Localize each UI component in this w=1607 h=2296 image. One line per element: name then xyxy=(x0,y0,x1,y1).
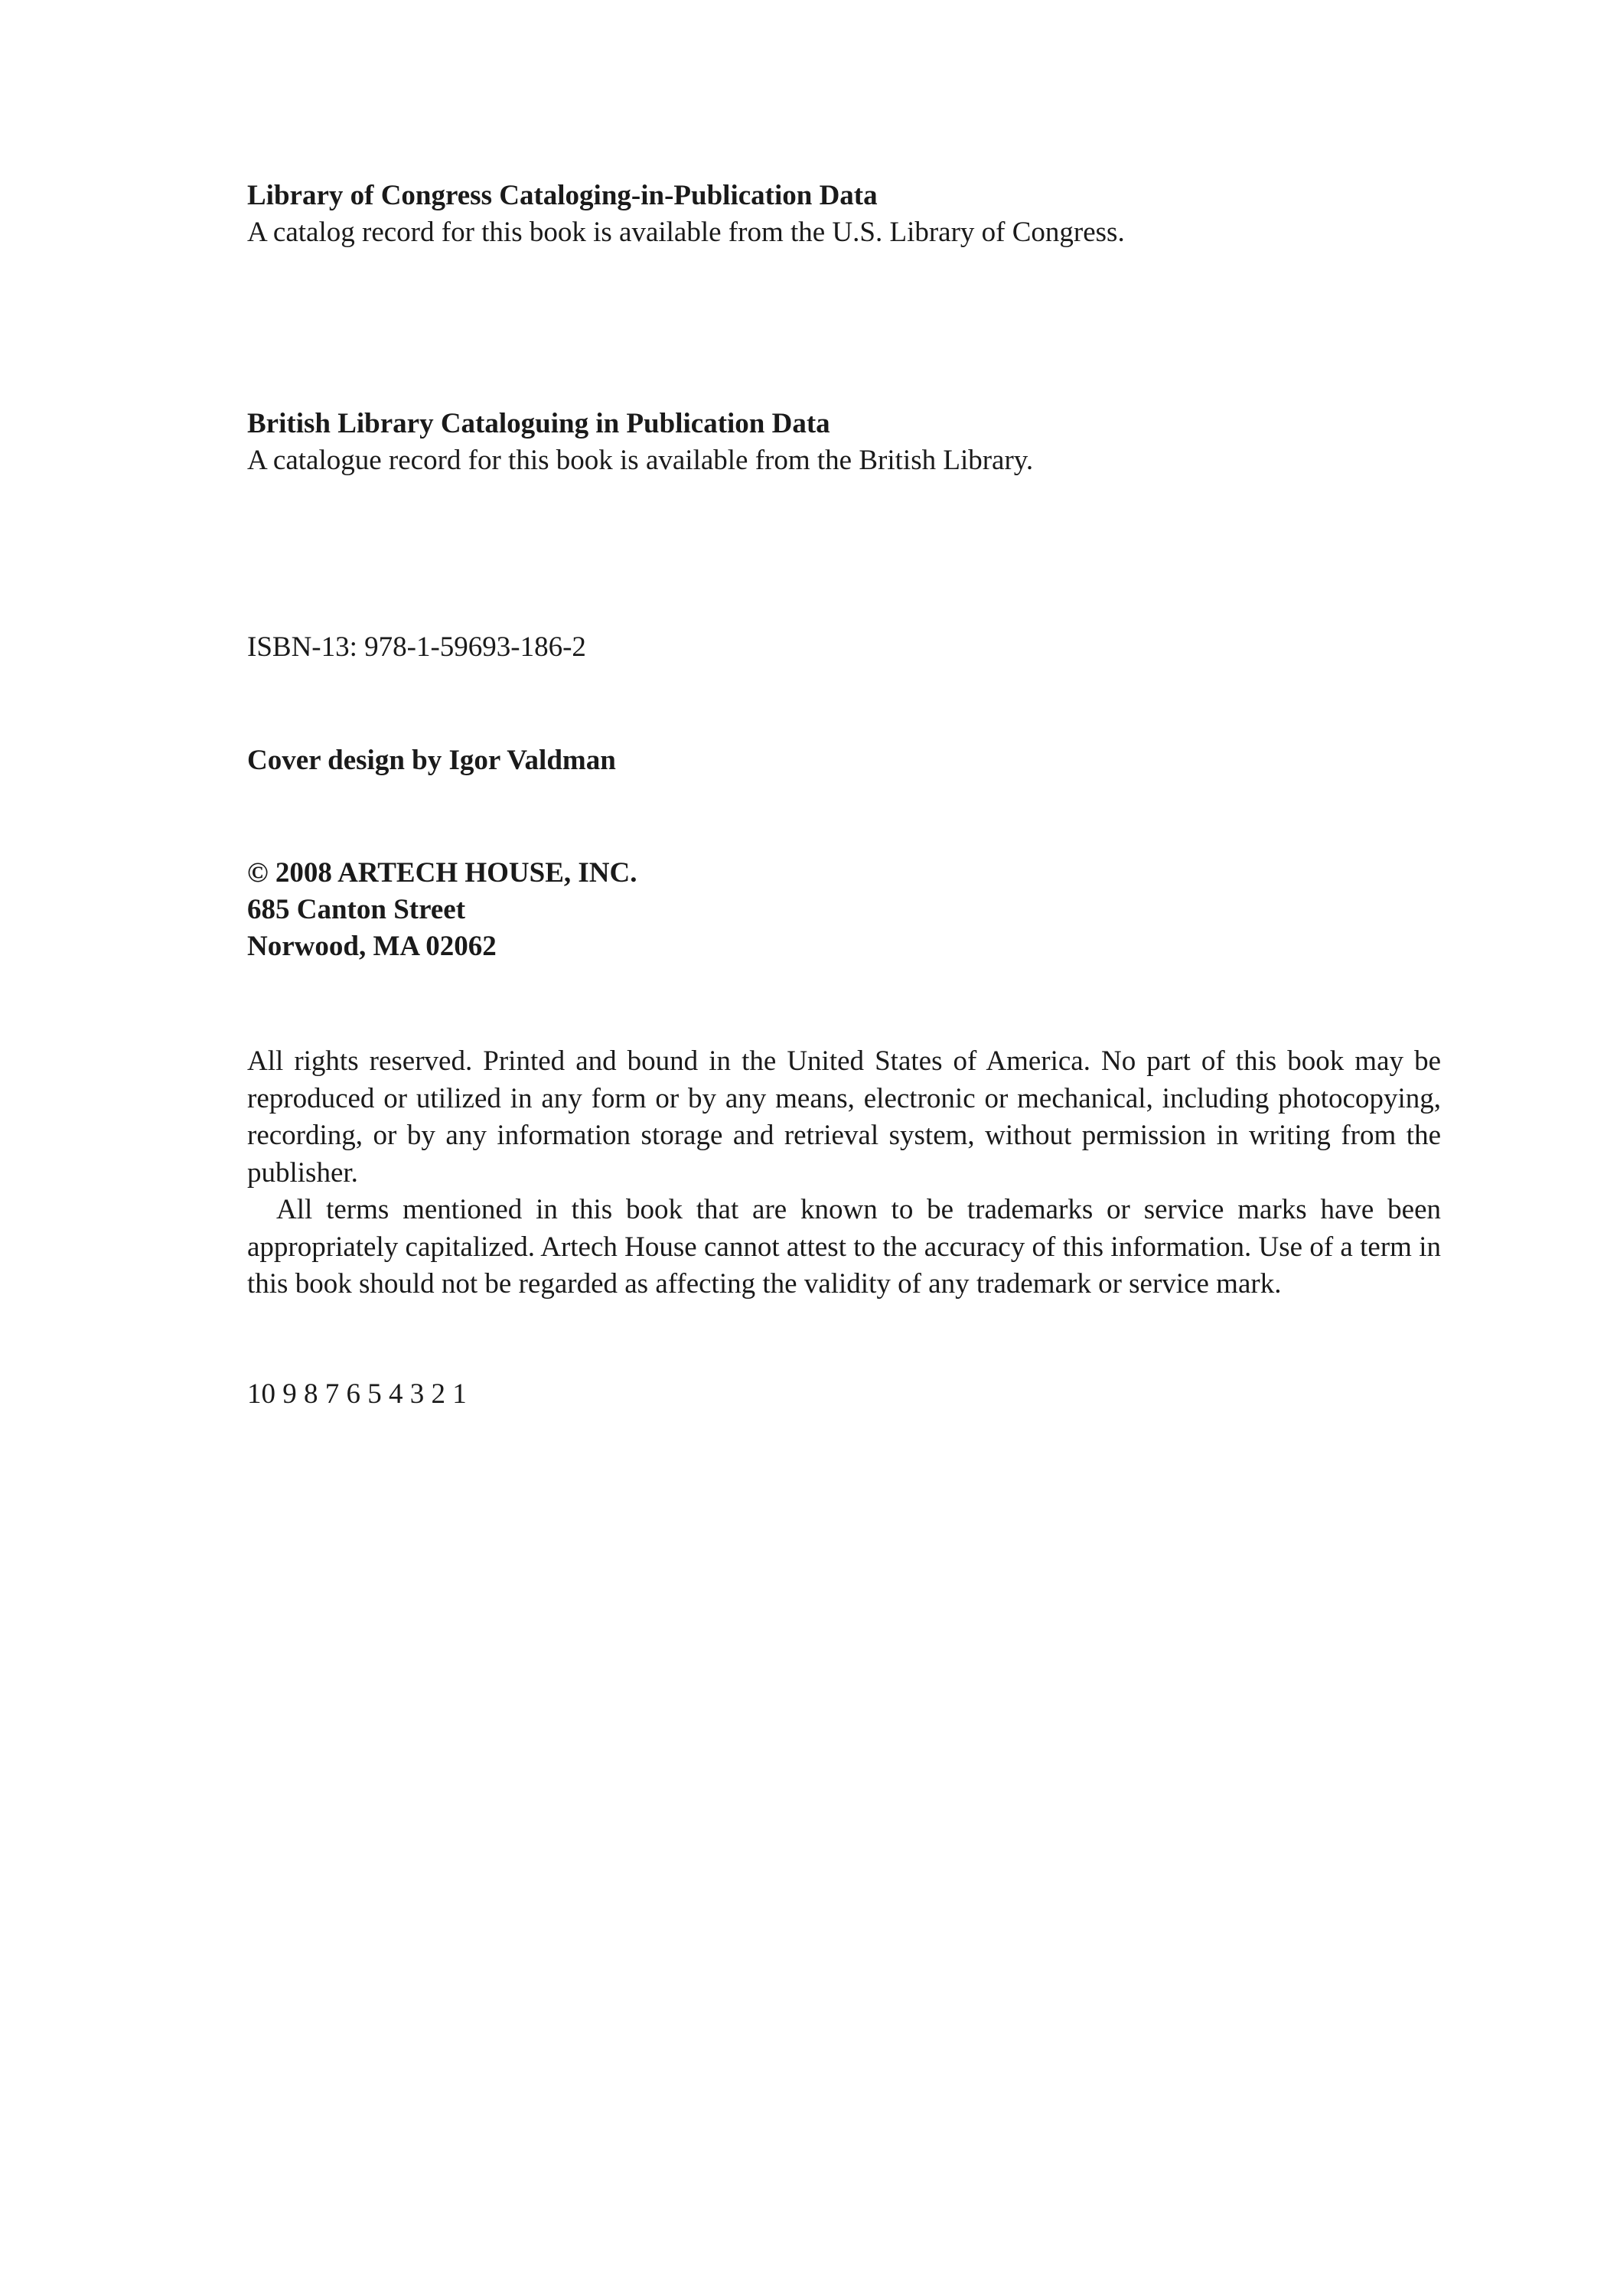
trademark-paragraph: All terms mentioned in this book that are known to be trademarks or service marks have been appropriately capitalized. Artech House cannot attest to the accuracy of this information. Use of a term in this book should not be regarded as affecting the validity of any trademark or service mark. xyxy=(247,1194,1441,1300)
publisher-city: Norwood, MA 02062 xyxy=(247,931,497,962)
isbn-number: ISBN-13: 978-1-59693-186-2 xyxy=(247,631,586,663)
cover-design-credit: Cover design by Igor Valdman xyxy=(247,745,616,776)
cover-design-section xyxy=(247,742,1441,779)
printline-section xyxy=(247,1376,1441,1413)
publisher-street: 685 Canton Street xyxy=(247,894,466,925)
british-library-heading: British Library Cataloguing in Publication Data xyxy=(247,408,830,439)
library-of-congress-text: A catalog record for this book is available from the U.S. Library of Congress. xyxy=(247,217,1125,248)
library-of-congress-section xyxy=(247,178,1441,251)
british-library-text: A catalogue record for this book is available from the British Library. xyxy=(247,445,1034,476)
copyright-notice: © 2008 ARTECH HOUSE, INC. xyxy=(247,857,637,889)
isbn-section xyxy=(247,629,1441,666)
rights-paragraph: All rights reserved. Printed and bound in the United States of America. No part of this book may be reproduced or utilized in any form or by any means, electronic or mechanical, including photocopying, recording, or by any information storage and retrieval system, without permission in writing from the publisher. xyxy=(247,1045,1441,1189)
rights-section xyxy=(247,1043,1441,1303)
british-library-section xyxy=(247,406,1441,479)
library-of-congress-heading: Library of Congress Cataloging-in-Publication Data xyxy=(247,180,878,211)
publisher-section xyxy=(247,855,1441,965)
printing-number-line: 10 9 8 7 6 5 4 3 2 1 xyxy=(247,1378,467,1410)
